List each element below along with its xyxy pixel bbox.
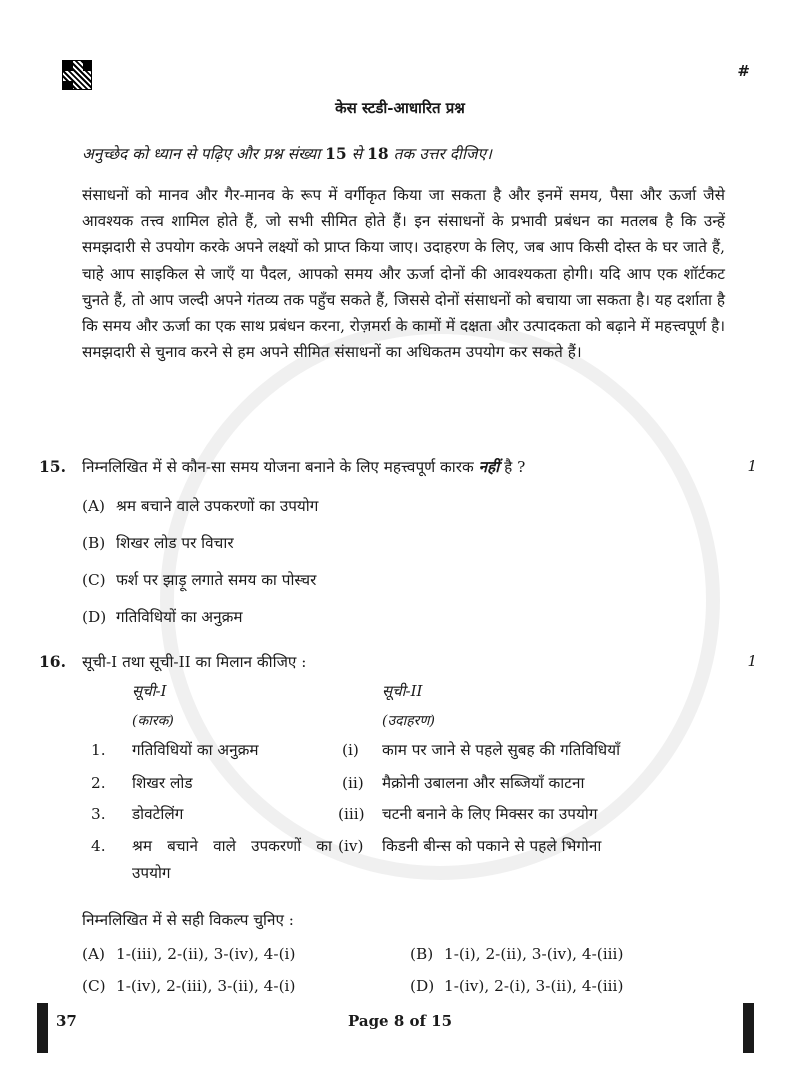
q15-option-d[interactable]: (D) गतिविधियों का अनुक्रम — [82, 608, 243, 626]
q15-text: निम्नलिखित में से कौन-सा समय योजना बनाने के लिए महत्त्वपूर्ण कारक नहीं है ? — [82, 458, 526, 476]
match-row-1-factor: गतिविधियों का अनुक्रम — [132, 741, 259, 759]
match-row-2-factor: शिखर लोड — [132, 774, 193, 792]
q15-marks: 1 — [747, 457, 757, 475]
q15-number: 15. — [39, 457, 66, 476]
section-title: केस स्टडी-आधारित प्रश्न — [335, 99, 465, 117]
page-number: Page 8 of 15 — [347, 1012, 453, 1030]
q16-number: 16. — [39, 652, 66, 671]
match-row-4-roman: (iv) — [338, 837, 364, 855]
match-row-2-roman: (ii) — [342, 774, 364, 792]
paper-code: 37 — [56, 1012, 77, 1030]
match-row-2-number: 2. — [91, 774, 106, 792]
match-row-3-roman: (iii) — [338, 805, 365, 823]
q16-text: सूची-I तथा सूची-II का मिलान कीजिए : — [82, 653, 307, 671]
instruction: अनुच्छेद को ध्यान से पढ़िए और प्रश्न संख्या 15 से 18 तक उत्तर दीजिए। — [82, 144, 492, 163]
q15-option-a[interactable]: (A) श्रम बचाने वाले उपकरणों का उपयोग — [82, 497, 319, 515]
match-row-4-factor: श्रम बचाने वाले उपकरणों का उपयोग — [132, 837, 332, 882]
header-hash: # — [737, 62, 750, 80]
match-row-4-example: किडनी बीन्स को पकाने से पहले भिगोना — [382, 837, 602, 855]
match-row-1-example: काम पर जाने से पहले सुबह की गतिविधियाँ — [382, 741, 621, 759]
q16-marks: 1 — [747, 652, 757, 670]
match-row-3-number: 3. — [91, 805, 106, 823]
match-row-4-number: 4. — [91, 837, 106, 855]
q16-option-a[interactable]: (A) 1-(iii), 2-(ii), 3-(iv), 4-(i) — [82, 945, 296, 963]
list2-subtitle: (उदाहरण) — [382, 713, 435, 729]
case-study-passage: संसाधनों को मानव और गैर-मानव के रूप में वर्गीकृत किया जा सकता है और इनमें समय, पैसा और ऊर्जा जैसे आवश्यक तत्त्व शामिल होते हैं, जो सभी सीमित होते हैं। इन संसाधनों के प्रभावी प्रबंधन का मतलब है कि उन्हें समझदारी से उपयोग करके अपने लक्ष्यों को प्राप्त किया जाए। उदाहरण के लिए, जब आप किसी दोस्त के घर जाते हैं, चाहे आप साइकिल से जाएँ या पैदल, आपको समय और ऊर्जा दोनों की आवश्यकता होगी। यदि आप एक शॉर्टकट चुनते हैं, तो आप जल्दी अपने गंतव्य तक पहुँच सकते हैं, जिससे दोनों संसाधनों को बचाया जा सकता है। यह दर्शाता है कि समय और ऊर्जा का एक साथ प्रबंधन करना, रोज़मर्रा के कामों में दक्षता और उत्पादकता को बढ़ाने में महत्त्वपूर्ण है। समझदारी से चुनाव करने से हम अपने सीमित संसाधनों का अधिकतम उपयोग कर सकते हैं। — [82, 186, 725, 362]
q16-option-b[interactable]: (B) 1-(i), 2-(ii), 3-(iv), 4-(iii) — [410, 945, 624, 963]
list1-title: सूची-I — [132, 682, 167, 700]
list1-subtitle: (कारक) — [132, 713, 174, 729]
match-row-1-roman: (i) — [342, 741, 359, 759]
match-row-2-example: मैक्रोनी उबालना और सब्जियाँ काटना — [382, 774, 585, 792]
q15-option-c[interactable]: (C) फर्श पर झाड़ू लगाते समय का पोस्चर — [82, 571, 317, 589]
q16-option-d[interactable]: (D) 1-(iv), 2-(i), 3-(ii), 4-(iii) — [410, 977, 624, 995]
q16-option-c[interactable]: (C) 1-(iv), 2-(iii), 3-(ii), 4-(i) — [82, 977, 296, 995]
q16-choose-text: निम्नलिखित में से सही विकल्प चुनिए : — [82, 911, 294, 929]
match-row-1-number: 1. — [91, 741, 106, 759]
list2-title: सूची-II — [382, 682, 423, 700]
match-row-3-example: चटनी बनाने के लिए मिक्सर का उपयोग — [382, 805, 598, 823]
q15-option-b[interactable]: (B) शिखर लोड पर विचार — [82, 534, 234, 552]
qr-code-icon — [62, 60, 92, 90]
match-row-3-factor: डोवटेलिंग — [132, 805, 184, 823]
